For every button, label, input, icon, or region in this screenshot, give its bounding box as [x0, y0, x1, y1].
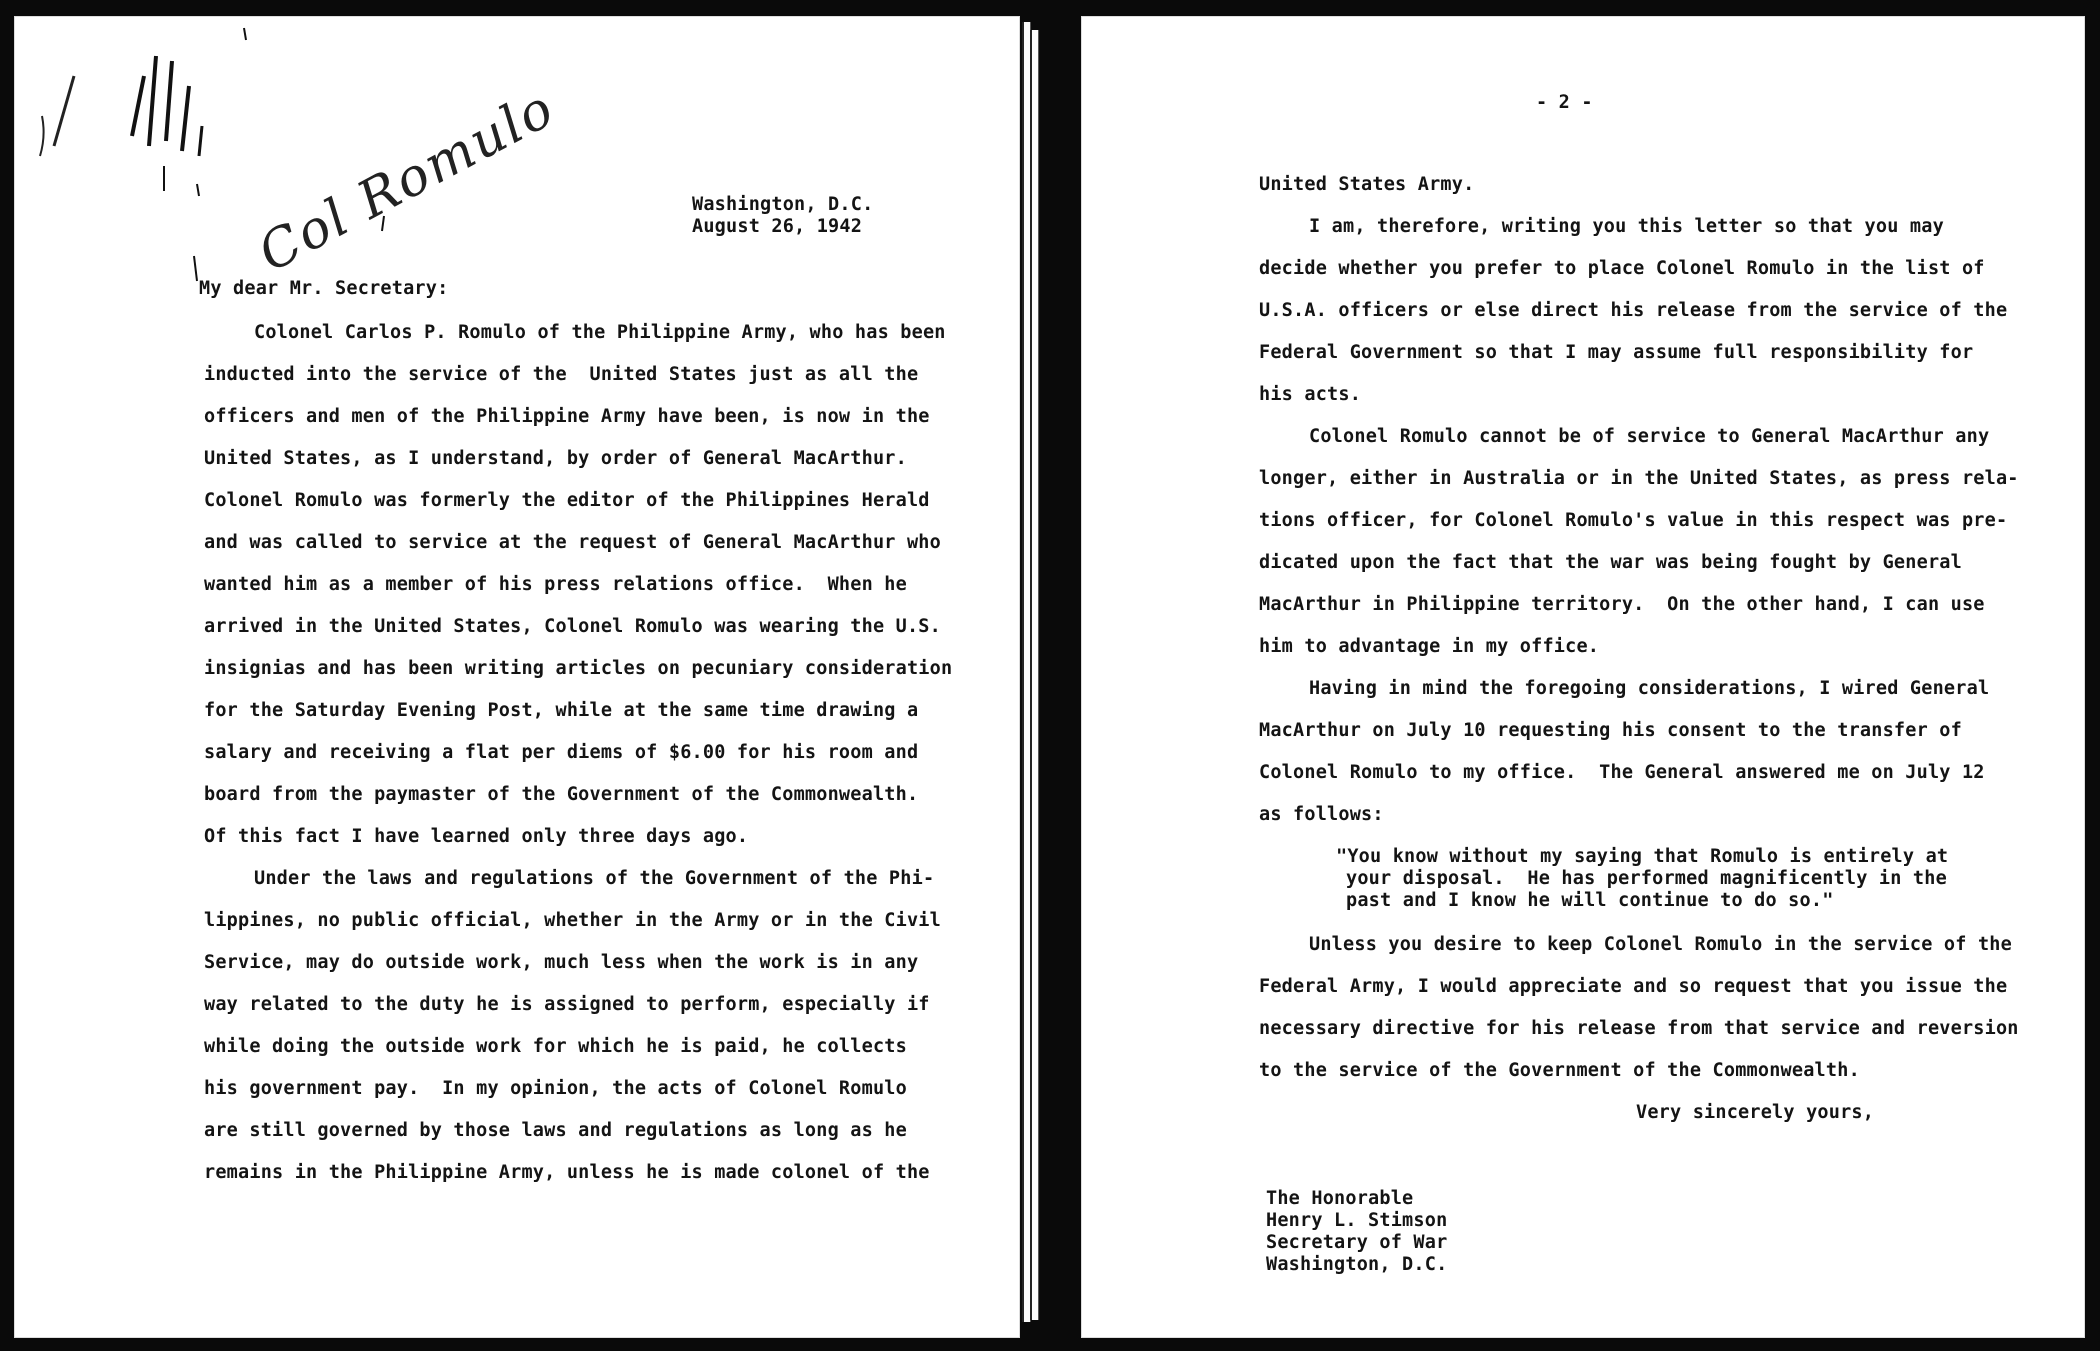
body-line: officers and men of the Philippine Army have been, is now in the	[204, 406, 930, 427]
body-line: arrived in the United States, Colonel Romulo was wearing the U.S.	[204, 616, 941, 637]
salutation: My dear Mr. Secretary:	[199, 278, 449, 299]
body-line: insignias and has been writing articles on pecuniary consideration	[204, 658, 953, 679]
letter-date: August 26, 1942	[692, 216, 863, 237]
body-line: Colonel Romulo was formerly the editor of the Philippines Herald	[204, 490, 930, 511]
body-line: Unless you desire to keep Colonel Romulo in the service of the	[1309, 934, 2012, 955]
body-line: necessary directive for his release from that service and reversion	[1259, 1018, 2019, 1039]
quote-line: past and I know he will continue to do so."	[1346, 890, 1834, 911]
body-line: MacArthur on July 10 requesting his consent to the transfer of	[1259, 720, 1962, 741]
body-line: United States, as I understand, by order of General MacArthur.	[204, 448, 907, 469]
quote-line: "You know without my saying that Romulo is entirely at	[1336, 846, 1949, 867]
body-line: Service, may do outside work, much less when the work is in any	[204, 952, 919, 973]
body-line: and was called to service at the request of General MacArthur who	[204, 532, 941, 553]
body-line: Under the laws and regulations of the Government of the Phi-	[254, 868, 935, 889]
page-stack-edge	[1030, 30, 1039, 1320]
body-line: wanted him as a member of his press relations office. When he	[204, 574, 907, 595]
body-line: United States Army.	[1259, 174, 1475, 195]
recipient-address-line: Henry L. Stimson	[1266, 1210, 1448, 1231]
letter-page-1	[14, 16, 1020, 1338]
letter-place: Washington, D.C.	[692, 194, 874, 215]
complimentary-close: Very sincerely yours,	[1636, 1102, 1875, 1123]
page-number: - 2 -	[1536, 92, 1593, 113]
body-line: dicated upon the fact that the war was being fought by General	[1259, 552, 1962, 573]
body-line: longer, either in Australia or in the United States, as press rela-	[1259, 468, 2019, 489]
recipient-address-line: Secretary of War	[1266, 1232, 1448, 1253]
body-line: remains in the Philippine Army, unless he is made colonel of the	[204, 1162, 930, 1183]
body-line: Federal Army, I would appreciate and so request that you issue the	[1259, 976, 2008, 997]
body-line: Colonel Carlos P. Romulo of the Philippine Army, who has been	[254, 322, 946, 343]
recipient-address-line: The Honorable	[1266, 1188, 1414, 1209]
body-line: Colonel Romulo cannot be of service to General MacArthur any	[1309, 426, 1990, 447]
body-line: U.S.A. officers or else direct his release from the service of the	[1259, 300, 2008, 321]
recipient-address-line: Washington, D.C.	[1266, 1254, 1448, 1275]
body-line: salary and receiving a flat per diems of $6.00 for his room and	[204, 742, 919, 763]
body-line: MacArthur in Philippine territory. On the other hand, I can use	[1259, 594, 1985, 615]
body-line: for the Saturday Evening Post, while at the same time drawing a	[204, 700, 919, 721]
body-line: Of this fact I have learned only three days ago.	[204, 826, 749, 847]
body-line: Colonel Romulo to my office. The General answered me on July 12	[1259, 762, 1985, 783]
body-line: lippines, no public official, whether in the Army or in the Civil	[204, 910, 941, 931]
body-line: Federal Government so that I may assume full responsibility for	[1259, 342, 1974, 363]
body-line: tions officer, for Colonel Romulo's value in this respect was pre-	[1259, 510, 2008, 531]
body-line: I am, therefore, writing you this letter so that you may	[1309, 216, 1944, 237]
body-line: as follows:	[1259, 804, 1384, 825]
letter-page-2	[1081, 16, 2085, 1338]
body-line: his government pay. In my opinion, the acts of Colonel Romulo	[204, 1078, 907, 1099]
body-line: his acts.	[1259, 384, 1362, 405]
body-line: inducted into the service of the United States just as all the	[204, 364, 919, 385]
body-line: decide whether you prefer to place Colonel Romulo in the list of	[1259, 258, 1985, 279]
body-line: board from the paymaster of the Government of the Commonwealth.	[204, 784, 919, 805]
body-line: are still governed by those laws and regulations as long as he	[204, 1120, 907, 1141]
body-line: way related to the duty he is assigned to perform, especially if	[204, 994, 930, 1015]
body-line: him to advantage in my office.	[1259, 636, 1600, 657]
quote-line: your disposal. He has performed magnificently in the	[1346, 868, 1947, 889]
body-line: Having in mind the foregoing considerations, I wired General	[1309, 678, 1990, 699]
handwritten-annotation: Col Romulo	[249, 78, 565, 284]
body-line: while doing the outside work for which he is paid, he collects	[204, 1036, 907, 1057]
body-line: to the service of the Government of the Commonwealth.	[1259, 1060, 1860, 1081]
